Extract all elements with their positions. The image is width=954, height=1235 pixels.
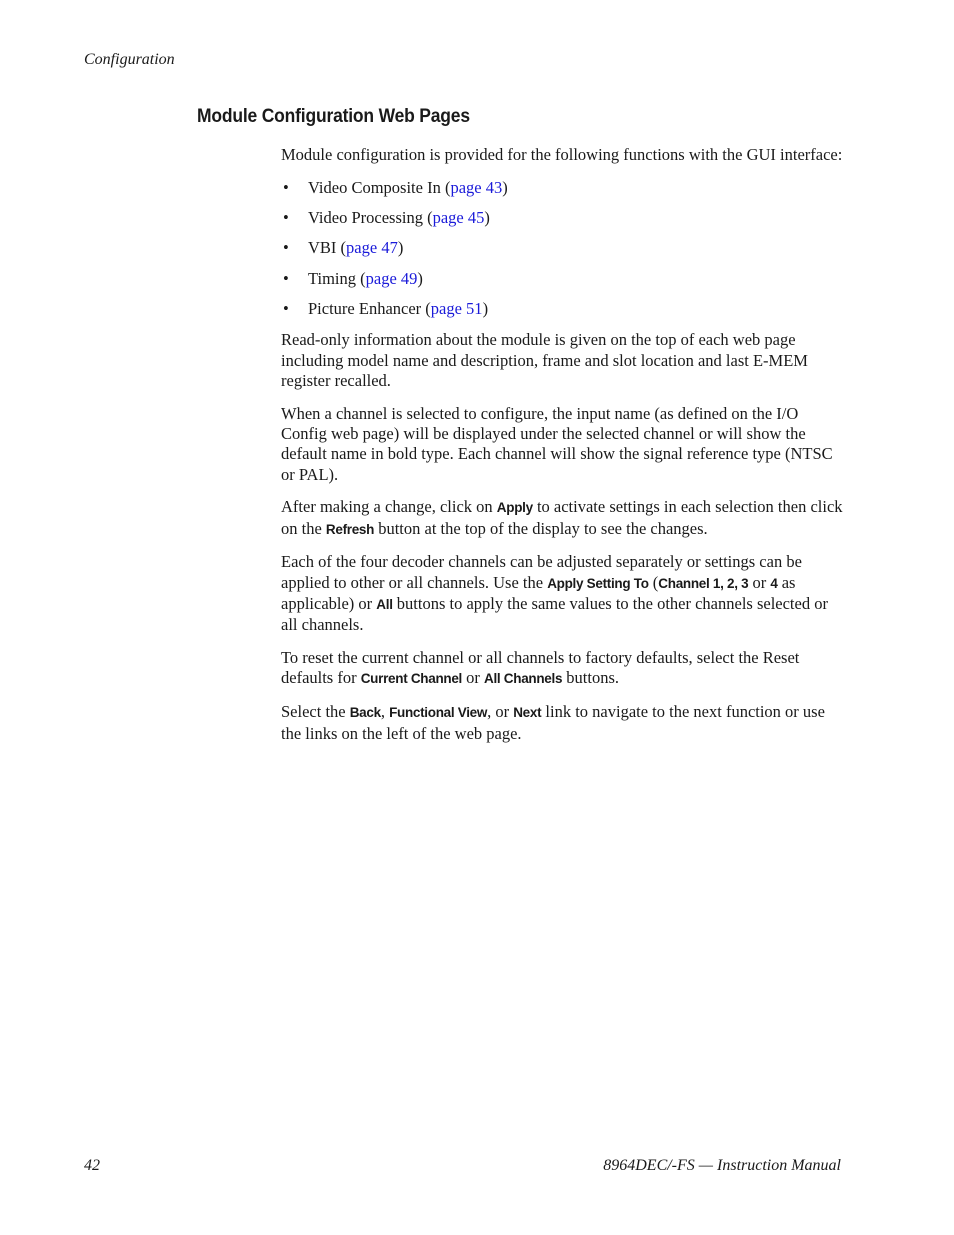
body-text	[281, 145, 845, 756]
bullet-icon: •	[283, 177, 289, 197]
readonly-info-paragraph: Read-only information about the module is given on the top of each web page including model name and description, frame and slot location and last E-MEM register recalled.	[281, 330, 808, 390]
current-channel-ref: Current Channel	[360, 671, 462, 687]
back-link-ref: Back	[349, 705, 381, 721]
text-run: as applicable) or	[281, 572, 796, 614]
apply-paragraph	[281, 497, 845, 540]
section-title: Module Configuration Web Pages	[197, 106, 470, 127]
text-run: To reset the current channel or all channels to factory defaults, select the Reset defaults for	[281, 648, 800, 688]
bullet-icon: •	[283, 208, 289, 228]
list-item: • Picture Enhancer (page 51)	[283, 298, 489, 318]
channel-4-ref: 4	[770, 575, 778, 591]
manual-title: 8964DEC/-FS — Instruction Manual	[603, 1157, 841, 1174]
list-item: • Video Processing (page 45)	[283, 208, 490, 228]
reset-paragraph	[281, 648, 845, 690]
bullet-icon: •	[283, 298, 289, 318]
all-channels-ref: All Channels	[484, 671, 563, 687]
text-run: Select the	[281, 702, 350, 722]
next-link-ref: Next	[513, 705, 542, 721]
text-run: , or	[487, 702, 514, 722]
channel-selection-paragraph: When a channel is selected to configure, the input name (as defined on the I/O Config web page) will be displayed under the selected channel or will show the default name in bold type. Each channel will show the signal reference type (NTSC or PAL).	[281, 403, 833, 484]
page-link[interactable]: page 45	[432, 208, 485, 228]
list-item-label: Video Processing	[308, 208, 423, 228]
apply-setting-to-ref: Apply Setting To	[547, 575, 649, 591]
list-item-label: VBI	[308, 238, 337, 258]
text-run: link to navigate to the next function or use the links on the left of the web page.	[281, 702, 825, 743]
list-item-label: Picture Enhancer	[308, 298, 422, 318]
text-run: or	[748, 572, 771, 592]
text-run: ,	[380, 702, 390, 722]
all-button-ref: All	[376, 597, 393, 613]
text-run: Each of the four decoder channels can be adjusted separately or settings can be applied to other or all channels. Use the	[281, 552, 802, 592]
page-link[interactable]: page 43	[450, 177, 503, 197]
bullet-icon: •	[283, 238, 289, 258]
list-item-label: Timing	[308, 268, 357, 288]
intro-paragraph: Module configuration is provided for the following functions with the GUI interface:	[281, 145, 843, 164]
page-link[interactable]: page 51	[430, 298, 483, 318]
channel-buttons-ref: Channel 1, 2, 3	[658, 575, 749, 591]
list-item-label: Video Composite In	[308, 177, 441, 197]
text-run: buttons to apply the same values to the other channels selected or all channels.	[281, 594, 828, 635]
page-link[interactable]: page 47	[346, 238, 398, 258]
list-item: • Timing (page 49)	[283, 268, 423, 288]
page-link[interactable]: page 49	[365, 268, 418, 288]
page-number: 42	[84, 1157, 100, 1174]
bullet-icon: •	[283, 268, 289, 288]
text-run: button at the top of the display to see the changes.	[374, 518, 708, 538]
apply-button-ref: Apply	[496, 500, 533, 516]
text-run: or	[462, 668, 484, 688]
refresh-button-ref: Refresh	[325, 521, 375, 537]
function-list	[281, 178, 845, 319]
functional-view-ref: Functional View	[389, 705, 488, 721]
channels-paragraph	[281, 552, 845, 635]
text-run: buttons.	[562, 668, 620, 688]
text-run: (	[648, 572, 659, 592]
running-header: Configuration	[84, 51, 175, 68]
navigation-paragraph	[281, 702, 845, 744]
list-item: • Video Composite In (page 43)	[283, 177, 508, 197]
text-run: to activate settings in each selection then click on the	[281, 497, 843, 538]
list-item: • VBI (page 47)	[283, 238, 404, 258]
text-run: After making a change, click on	[281, 497, 497, 517]
